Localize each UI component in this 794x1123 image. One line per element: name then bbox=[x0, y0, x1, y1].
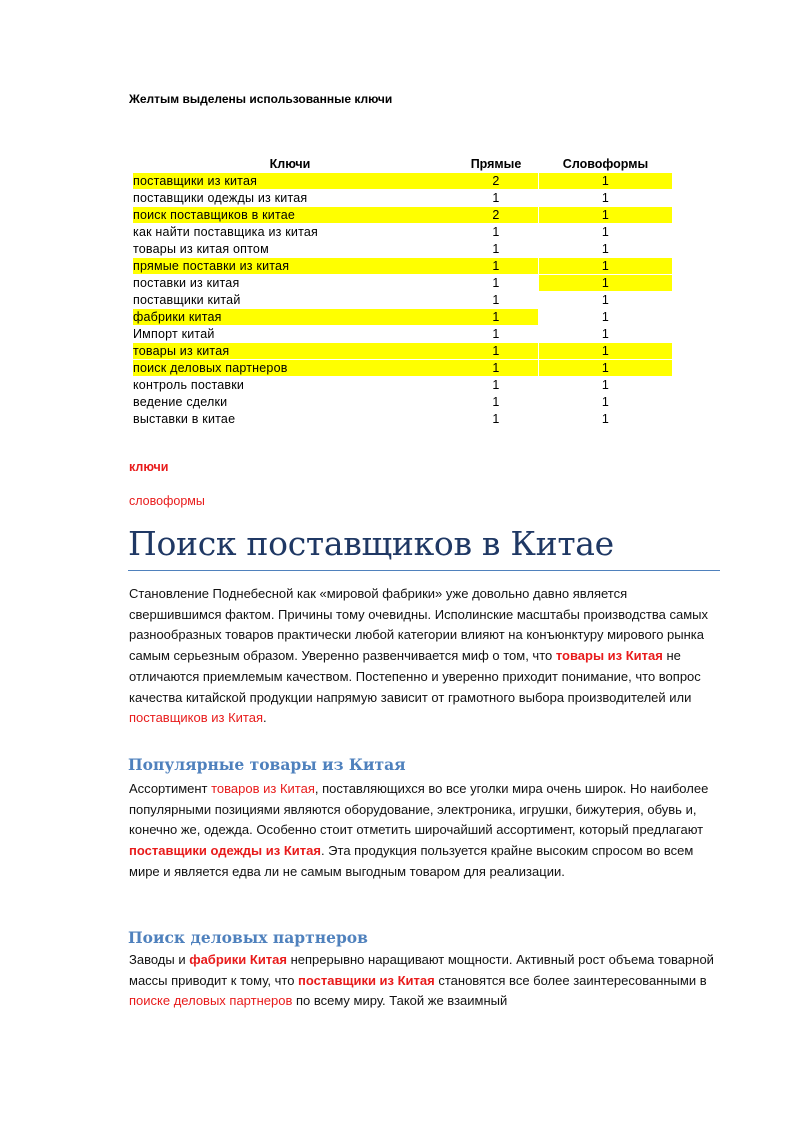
cell-keyword: товары из китая оптом bbox=[133, 242, 269, 256]
table-row bbox=[129, 207, 674, 224]
table-row bbox=[129, 241, 674, 258]
cell-direct-count: 1 bbox=[492, 327, 500, 341]
cell-wordform-count: 1 bbox=[601, 395, 610, 409]
legend-wordforms: словоформы bbox=[129, 494, 205, 508]
cell-direct-count: 1 bbox=[492, 293, 500, 307]
cell-wordform-count: 1 bbox=[601, 327, 610, 341]
cell-wordform-count: 1 bbox=[601, 310, 610, 324]
text-segment: Становление Поднебесной как «мировой фабрики» уже довольно давно является свершившимся фактом. Причины тому очевидны. Исполинские масштабы производства самых разнообразных товаров практически любой категории влияют на конъюнктуру мирового рынка самым серьезным образом. Уверенно развенчивается миф о том, что bbox=[129, 586, 709, 664]
table-row bbox=[129, 394, 674, 411]
cell-keyword: Импорт китай bbox=[133, 327, 215, 341]
text-segment: по всему миру. Такой же взаимный bbox=[292, 993, 508, 1009]
cell-keyword: ведение сделки bbox=[133, 395, 228, 409]
cell-direct-count: 2 bbox=[454, 207, 538, 223]
article-title: Поиск поставщиков в Китае bbox=[128, 524, 614, 563]
cell-wordform-count: 1 bbox=[539, 258, 672, 274]
cell-direct-count: 1 bbox=[492, 225, 500, 239]
table-row bbox=[129, 343, 674, 360]
paragraph-business-partners bbox=[129, 950, 719, 1012]
keyword-direct: поставщики из Китая bbox=[298, 972, 435, 988]
cell-keyword: как найти поставщика из китая bbox=[133, 225, 318, 239]
table-row bbox=[129, 360, 674, 377]
highlight-note: Желтым выделены использованные ключи bbox=[129, 92, 393, 106]
title-underline bbox=[128, 570, 720, 571]
cell-direct-count: 1 bbox=[454, 360, 538, 376]
table-row bbox=[129, 173, 674, 190]
cell-direct-count: 1 bbox=[492, 412, 500, 426]
keyword-wordform: поиске деловых партнеров bbox=[129, 993, 293, 1009]
cell-keyword: поставщики из китая bbox=[133, 173, 454, 189]
text-segment: Ассортимент bbox=[129, 781, 212, 796]
text-segment: , поставляющихся во все уголки мира очень широк. Но наиболее популярными позициями являются оборудование, электроника, игрушки, бижутерия, обувь и, конечно же, одежда. Особенно стоит отметить широчайший ассортимент, который предлагают bbox=[129, 781, 709, 838]
cell-wordform-count: 1 bbox=[601, 293, 610, 307]
table-row bbox=[129, 326, 674, 343]
cell-keyword: фабрики китая bbox=[133, 309, 454, 325]
cell-direct-count: 1 bbox=[492, 395, 500, 409]
text-segment: непрерывно наращивают мощности. Активный рост объема товарной массы приводит к тому, что bbox=[129, 952, 714, 988]
text-segment: становятся все более заинтересованными в bbox=[434, 972, 707, 988]
keyword-direct: фабрики Китая bbox=[189, 952, 287, 967]
keyword-wordform: товаров из Китая bbox=[211, 781, 315, 796]
text-segment: не отличаются приемлемым качеством. Постепенно и уверенно приходит понимание, что вопрос качества китайской продукции напрямую зависит от грамотного выбора производителей или bbox=[129, 648, 701, 705]
keyword-direct: товары из Китая bbox=[555, 648, 663, 664]
table-row bbox=[129, 292, 674, 309]
cell-wordform-count: 1 bbox=[539, 343, 672, 359]
column-header-keys: Ключи bbox=[269, 157, 311, 171]
table-row bbox=[129, 258, 674, 275]
cell-wordform-count: 1 bbox=[539, 173, 672, 189]
text-segment: . Эта продукция пользуется крайне высоким спросом во всем мире и является едва ли не самым выгодным товаром для реализации. bbox=[129, 843, 694, 879]
cell-direct-count: 1 bbox=[454, 258, 538, 274]
table-row bbox=[129, 190, 674, 207]
cell-wordform-count: 1 bbox=[601, 242, 610, 256]
cell-keyword: поиск деловых партнеров bbox=[133, 360, 454, 376]
column-header-direct: Прямые bbox=[470, 157, 522, 171]
table-row bbox=[129, 275, 674, 292]
cell-direct-count: 1 bbox=[492, 191, 500, 205]
cell-keyword: поставки из китая bbox=[133, 276, 240, 290]
cell-direct-count: 1 bbox=[454, 309, 538, 325]
paragraph-popular-goods bbox=[129, 779, 719, 883]
cell-direct-count: 2 bbox=[454, 173, 538, 189]
table-row bbox=[129, 224, 674, 241]
cell-wordform-count: 1 bbox=[539, 207, 672, 223]
keyword-wordform: поставщиков из Китая bbox=[129, 710, 263, 726]
cell-keyword: выставки в китае bbox=[133, 412, 236, 426]
cell-keyword: поставщики китай bbox=[133, 293, 241, 307]
cell-direct-count: 1 bbox=[492, 276, 500, 290]
legend-keys: ключи bbox=[129, 460, 169, 474]
table-row bbox=[129, 377, 674, 394]
section-heading-popular-goods: Популярные товары из Китая bbox=[128, 755, 406, 774]
text-segment: Заводы и bbox=[129, 952, 190, 967]
cell-wordform-count: 1 bbox=[601, 412, 610, 426]
section-heading-business-partners: Поиск деловых партнеров bbox=[128, 928, 368, 947]
keyword-direct: поставщики одежды из Китая bbox=[129, 843, 321, 859]
cell-keyword: прямые поставки из китая bbox=[133, 258, 454, 274]
cell-wordform-count: 1 bbox=[601, 378, 610, 392]
cell-wordform-count: 1 bbox=[539, 275, 672, 291]
cell-wordform-count: 1 bbox=[601, 225, 610, 239]
cell-direct-count: 1 bbox=[492, 378, 500, 392]
cell-keyword: поиск поставщиков в китае bbox=[133, 207, 454, 223]
table-row bbox=[129, 309, 674, 326]
cell-keyword: товары из китая bbox=[133, 343, 454, 359]
cell-direct-count: 1 bbox=[492, 242, 500, 256]
cell-keyword: контроль поставки bbox=[133, 378, 245, 392]
cell-direct-count: 1 bbox=[454, 343, 538, 359]
paragraph-intro bbox=[129, 584, 719, 729]
column-header-forms: Словоформы bbox=[562, 157, 649, 171]
cell-wordform-count: 1 bbox=[539, 360, 672, 376]
text-segment: . bbox=[263, 710, 267, 726]
table-row bbox=[129, 411, 674, 428]
cell-wordform-count: 1 bbox=[601, 191, 610, 205]
cell-keyword: поставщики одежды из китая bbox=[133, 191, 308, 205]
